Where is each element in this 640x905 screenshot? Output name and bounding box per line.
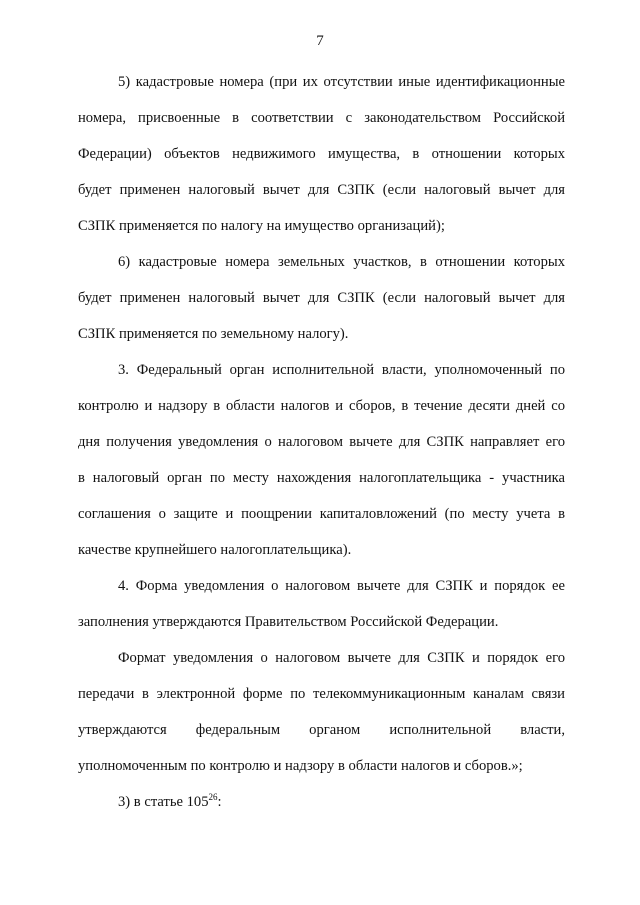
paragraph-3-line-3: дня получения уведомления о налоговом вычете для СЗПК направляет его	[78, 434, 565, 450]
paragraph-3-line-5: соглашения о защите и поощрении капиталовложений (по месту учета в	[78, 506, 565, 522]
paragraph-6-line-3: СЗПК применяется по земельному налогу).	[78, 326, 349, 342]
format-paragraph-line-2: передачи в электронной форме по телекоммуникационным каналам связи	[78, 686, 565, 702]
paragraph-3-line-4: в налоговый орган по месту нахождения налогоплательщика - участника	[78, 470, 565, 486]
paragraph-3-line-2: контролю и надзору в области налогов и сборов, в течение десяти дней со	[78, 398, 565, 414]
article-line	[118, 791, 565, 813]
paragraph-5-line-1: 5) кадастровые номера (при их отсутствии иные идентификационные	[118, 74, 565, 90]
article-superscript: 26	[208, 792, 218, 802]
format-paragraph-line-3: утверждаются федеральным органом исполнительной власти,	[78, 722, 565, 738]
format-paragraph-line-1: Формат уведомления о налоговом вычете для СЗПК и порядок его	[118, 650, 565, 666]
paragraph-4-line-2: заполнения утверждаются Правительством Российской Федерации.	[78, 614, 499, 630]
paragraph-5-line-5: СЗПК применяется по налогу на имущество организаций);	[78, 218, 445, 234]
paragraph-3-line-6: качестве крупнейшего налогоплательщика).	[78, 542, 352, 558]
paragraph-5-line-4: будет применен налоговый вычет для СЗПК (если налоговый вычет для	[78, 182, 565, 198]
article-line-suffix: :	[217, 794, 222, 810]
paragraph-6-line-2: будет применен налоговый вычет для СЗПК (если налоговый вычет для	[78, 290, 565, 306]
article-line-text: 3) в статье 105	[118, 794, 209, 810]
paragraph-5-line-3: Федерации) объектов недвижимого имущества, в отношении которых	[78, 146, 565, 162]
paragraph-6-line-1: 6) кадастровые номера земельных участков, в отношении которых	[118, 254, 565, 270]
format-paragraph-line-4: уполномоченным по контролю и надзору в области налогов и сборов.»;	[78, 758, 523, 774]
paragraph-5-line-2: номера, присвоенные в соответствии с законодательством Российской	[78, 110, 565, 126]
page-number: 7	[316, 33, 324, 49]
paragraph-3-line-1: 3. Федеральный орган исполнительной власти, уполномоченный по	[118, 362, 565, 378]
paragraph-4-line-1: 4. Форма уведомления о налоговом вычете для СЗПК и порядок ее	[118, 578, 565, 594]
